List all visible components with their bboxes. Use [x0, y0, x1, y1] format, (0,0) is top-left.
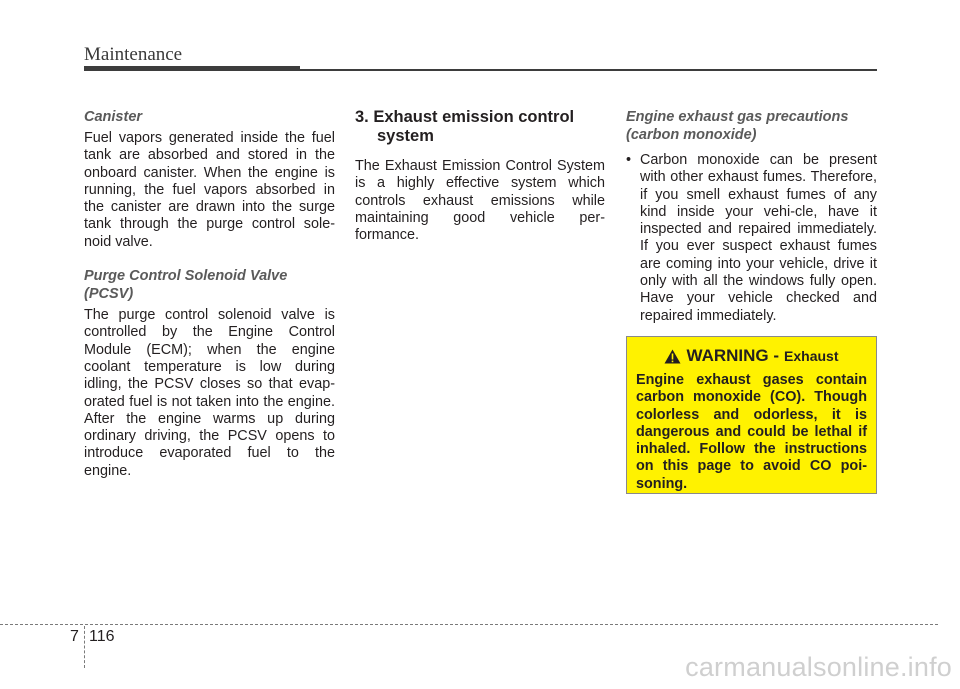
- pcsv-paragraph: The purge control solenoid valve is controlled by the Engine Control Module (ECM); when the engine coolant temperature is low during idling, the PCSV closes so that evap-orated fuel is not taken into the engine. After the engine warms up during ordinary driving, the PCSV opens to introduce evaporated fuel to the engine.: [84, 307, 335, 479]
- column-left: [84, 108, 335, 480]
- precautions-bullet: [626, 152, 877, 325]
- header-rule-thick: [84, 66, 300, 71]
- exhaust-section-heading: 3. Exhaust emission control system: [355, 108, 575, 145]
- chapter-number: 7: [70, 628, 79, 645]
- page-number: 116: [89, 628, 115, 645]
- page-section-title: Maintenance: [84, 44, 183, 65]
- watermark-text: carmanualsonline.info: [685, 652, 952, 682]
- precautions-heading: Engine exhaust gas precautions (carbon monoxide): [626, 109, 849, 143]
- exhaust-section-paragraph: The Exhaust Emission Control System is a highly effective system which controls exhaust emissions while maintaining good vehicle per-formance.: [355, 158, 605, 244]
- canister-heading: Canister: [84, 109, 143, 125]
- warning-header: [636, 345, 867, 367]
- column-right: [626, 108, 877, 325]
- pcsv-heading: Purge Control Solenoid Valve (PCSV): [84, 268, 288, 303]
- warning-box: [626, 336, 877, 494]
- footer-divider: [84, 626, 85, 668]
- warning-triangle-icon: [664, 349, 681, 364]
- warning-label: WARNING -: [686, 346, 780, 365]
- warning-text: Engine exhaust gases contain carbon monoxide (CO). Though colorless and odorless, it is dangerous and could be lethal if inhaled. Follow the instructions on this page to avoid CO poi-soning.: [636, 372, 867, 492]
- precautions-bullet-text: Carbon monoxide can be present with other exhaust fumes. Therefore, if you smell exhaust fumes of any kind inside your vehi-cle, have it inspected and repaired immediately. If you ever suspect exhaust fumes are coming into your vehicle, drive it only with all the windows fully open. Have your vehicle checked and repaired immediately.: [640, 152, 877, 324]
- warning-sub-label: Exhaust: [784, 348, 839, 364]
- header-rule-thin: [300, 69, 877, 71]
- footer-rule: [0, 624, 938, 625]
- bullet-dot-icon: •: [626, 152, 632, 168]
- column-middle: [355, 108, 605, 244]
- canister-paragraph: Fuel vapors generated inside the fuel tank are absorbed and stored in the onboard canister. When the engine is running, the fuel vapors absorbed in the canister are drawn into the surge tank through the purge control sole-noid valve.: [84, 130, 335, 250]
